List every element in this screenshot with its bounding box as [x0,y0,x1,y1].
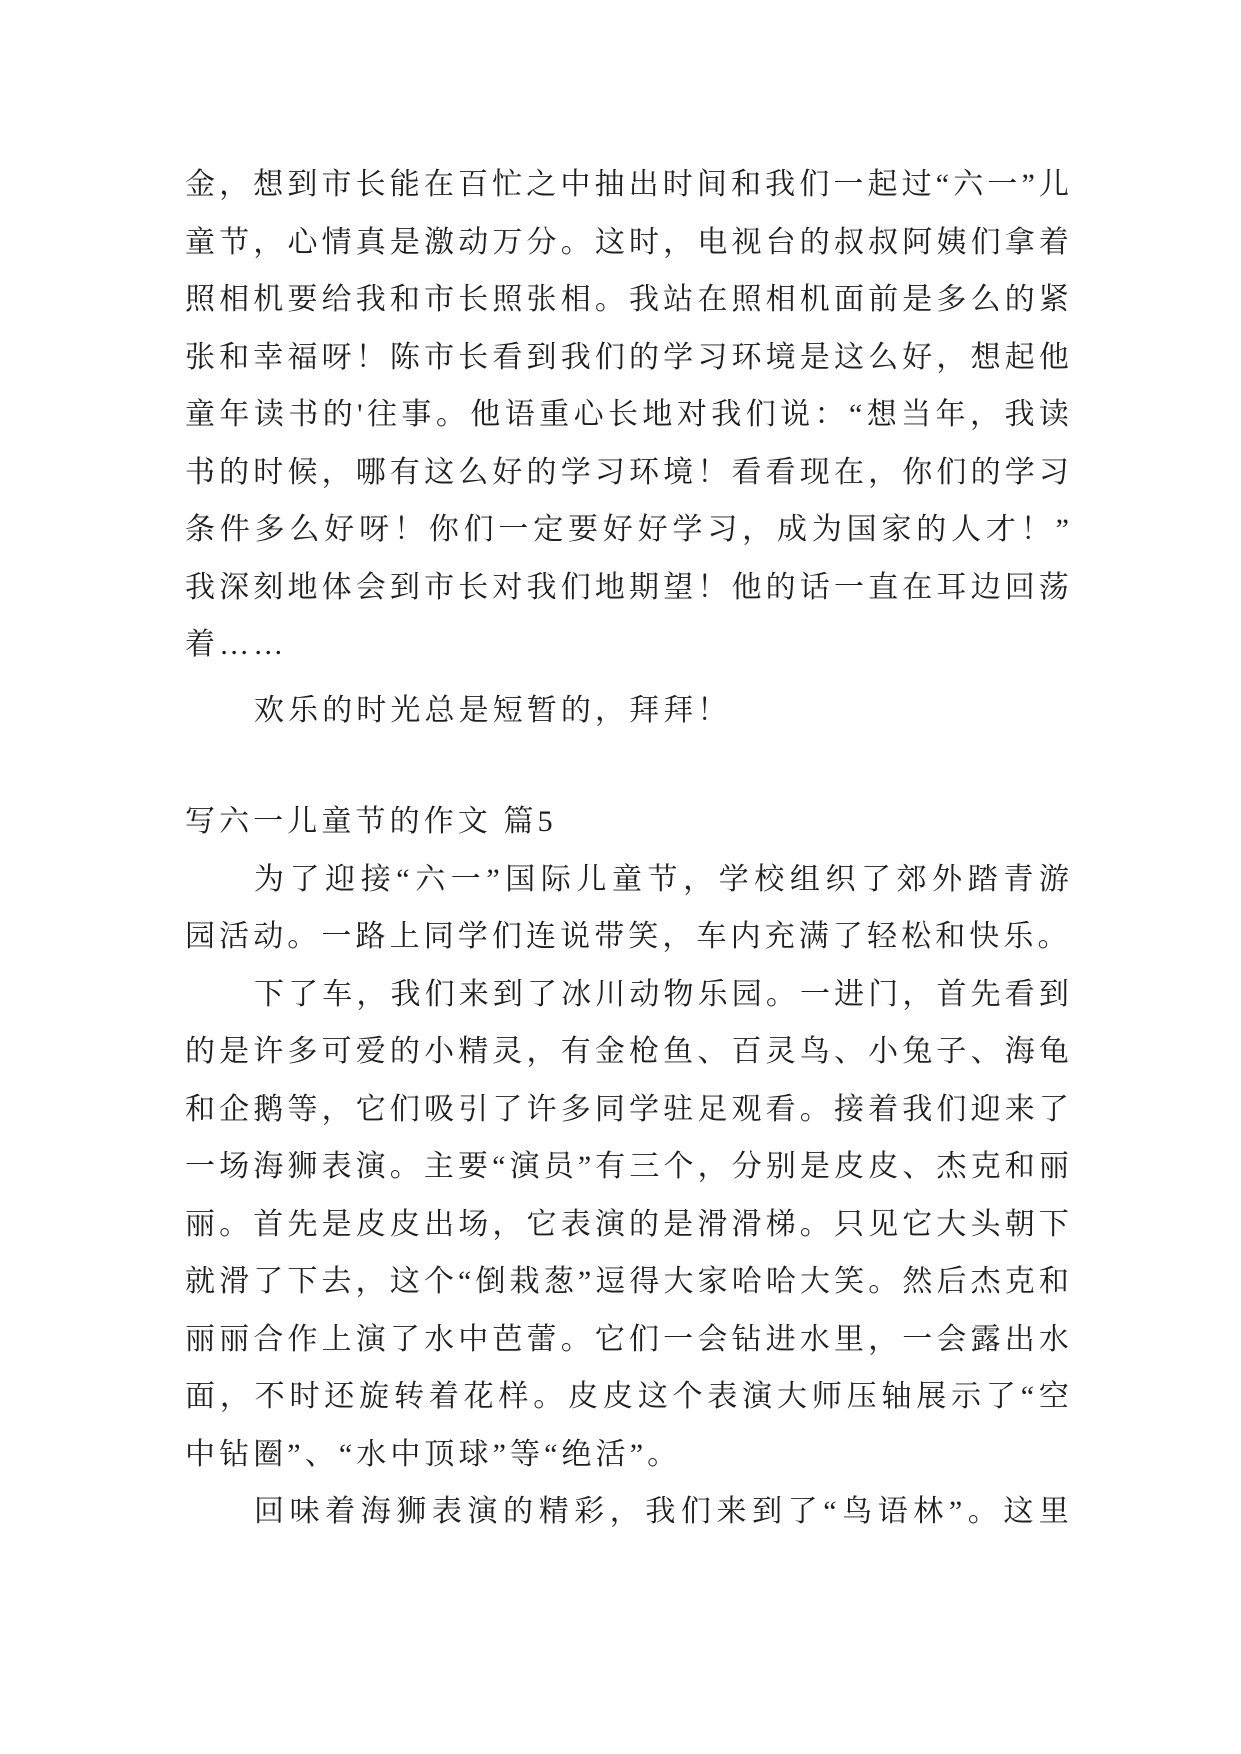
paragraph-bird-forest: 回味着海狮表演的精彩，我们来到了“鸟语林”。这里 [254,1495,1073,1528]
paragraph-continuation: 金，想到市长能在百忙之中抽出时间和我们一起过“六一”儿童节，心情真是激动万分。这时，电视台的叔叔阿姨们拿着照相机要给我和市长照张相。我站在照相机面前是多么的紧张和幸福呀！陈市长看到我们的学习环境是这么好，想起他童年读书的'往事。他语重心长地对我们说：“想当年，我读书的时候，哪有这么好的学习环境！看看现在，你们的学习条件多么好呀！你们一定要好好学习，成为国家的人才！”我深刻地体会到市长对我们地期望！他的话一直在耳边回荡着…… [185,168,1073,661]
paragraph-zoo-sealion: 下了车，我们来到了冰川动物乐园。一进门，首先看到的是许多可爱的小精灵，有金枪鱼、百灵鸟、小兔子、海龟和企鹅等，它们吸引了许多同学驻足观看。接着我们迎来了一场海狮表演。主要“演员”有三个，分别是皮皮、杰克和丽丽。首先是皮皮出场，它表演的是滑滑梯。只见它大头朝下就滑了下去，这个“倒栽葱”逗得大家哈哈大笑。然后杰克和丽丽合作上演了水中芭蕾。它们一会钻进水里，一会露出水面，不时还旋转着花样。皮皮这个表演大师压轴展示了“空中钻圈”、“水中顶球”等“绝活”。 [185,977,1073,1471]
section-heading: 写六一儿童节的作文 篇5 [185,805,557,838]
paragraph-outing: 为了迎接“六一”国际儿童节，学校组织了郊外踏青游园活动。一路上同学们连说带笑，车内充满了轻松和快乐。 [185,862,1073,953]
paragraph-farewell: 欢乐的时光总是短暂的，拜拜！ [254,693,732,727]
